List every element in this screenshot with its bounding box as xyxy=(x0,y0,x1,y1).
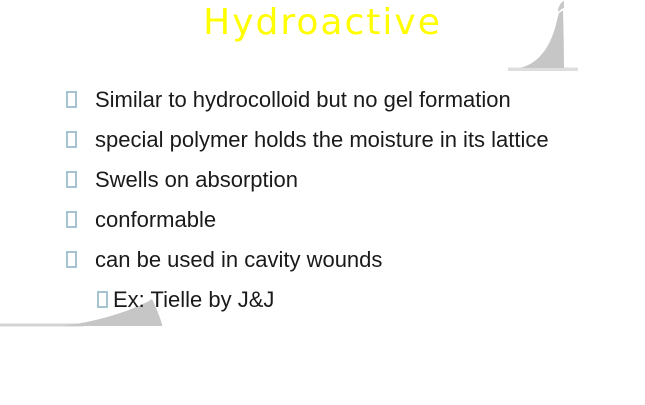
sub-bullet-text: Ex: Tielle by J&J xyxy=(113,287,275,312)
bullet-text: can be used in cavity wounds xyxy=(95,247,383,272)
bullet-text: special polymer holds the moisture in its lattice xyxy=(95,127,549,152)
bullet-tofu-icon xyxy=(97,291,108,308)
bullet-text: conformable xyxy=(95,207,217,232)
sub-bullet-item xyxy=(97,285,586,314)
bullet-item xyxy=(66,165,586,194)
bullet-item xyxy=(66,85,586,114)
slide-title: Hydroactive xyxy=(203,2,442,43)
bullet-tofu-icon xyxy=(66,131,77,148)
decoration-baseline-strip xyxy=(508,68,578,72)
bullet-text: Swells on absorption xyxy=(95,167,299,192)
bullet-item xyxy=(66,205,586,234)
bullet-text: Similar to hydrocolloid but no gel formation xyxy=(95,87,511,112)
bullet-item xyxy=(66,125,586,154)
bullet-tofu-icon xyxy=(66,91,77,108)
slide-body xyxy=(66,85,586,314)
bullet-tofu-icon xyxy=(66,211,77,228)
bullet-tofu-icon xyxy=(66,171,77,188)
bullet-tofu-icon xyxy=(66,251,77,268)
bullet-item xyxy=(66,245,586,274)
